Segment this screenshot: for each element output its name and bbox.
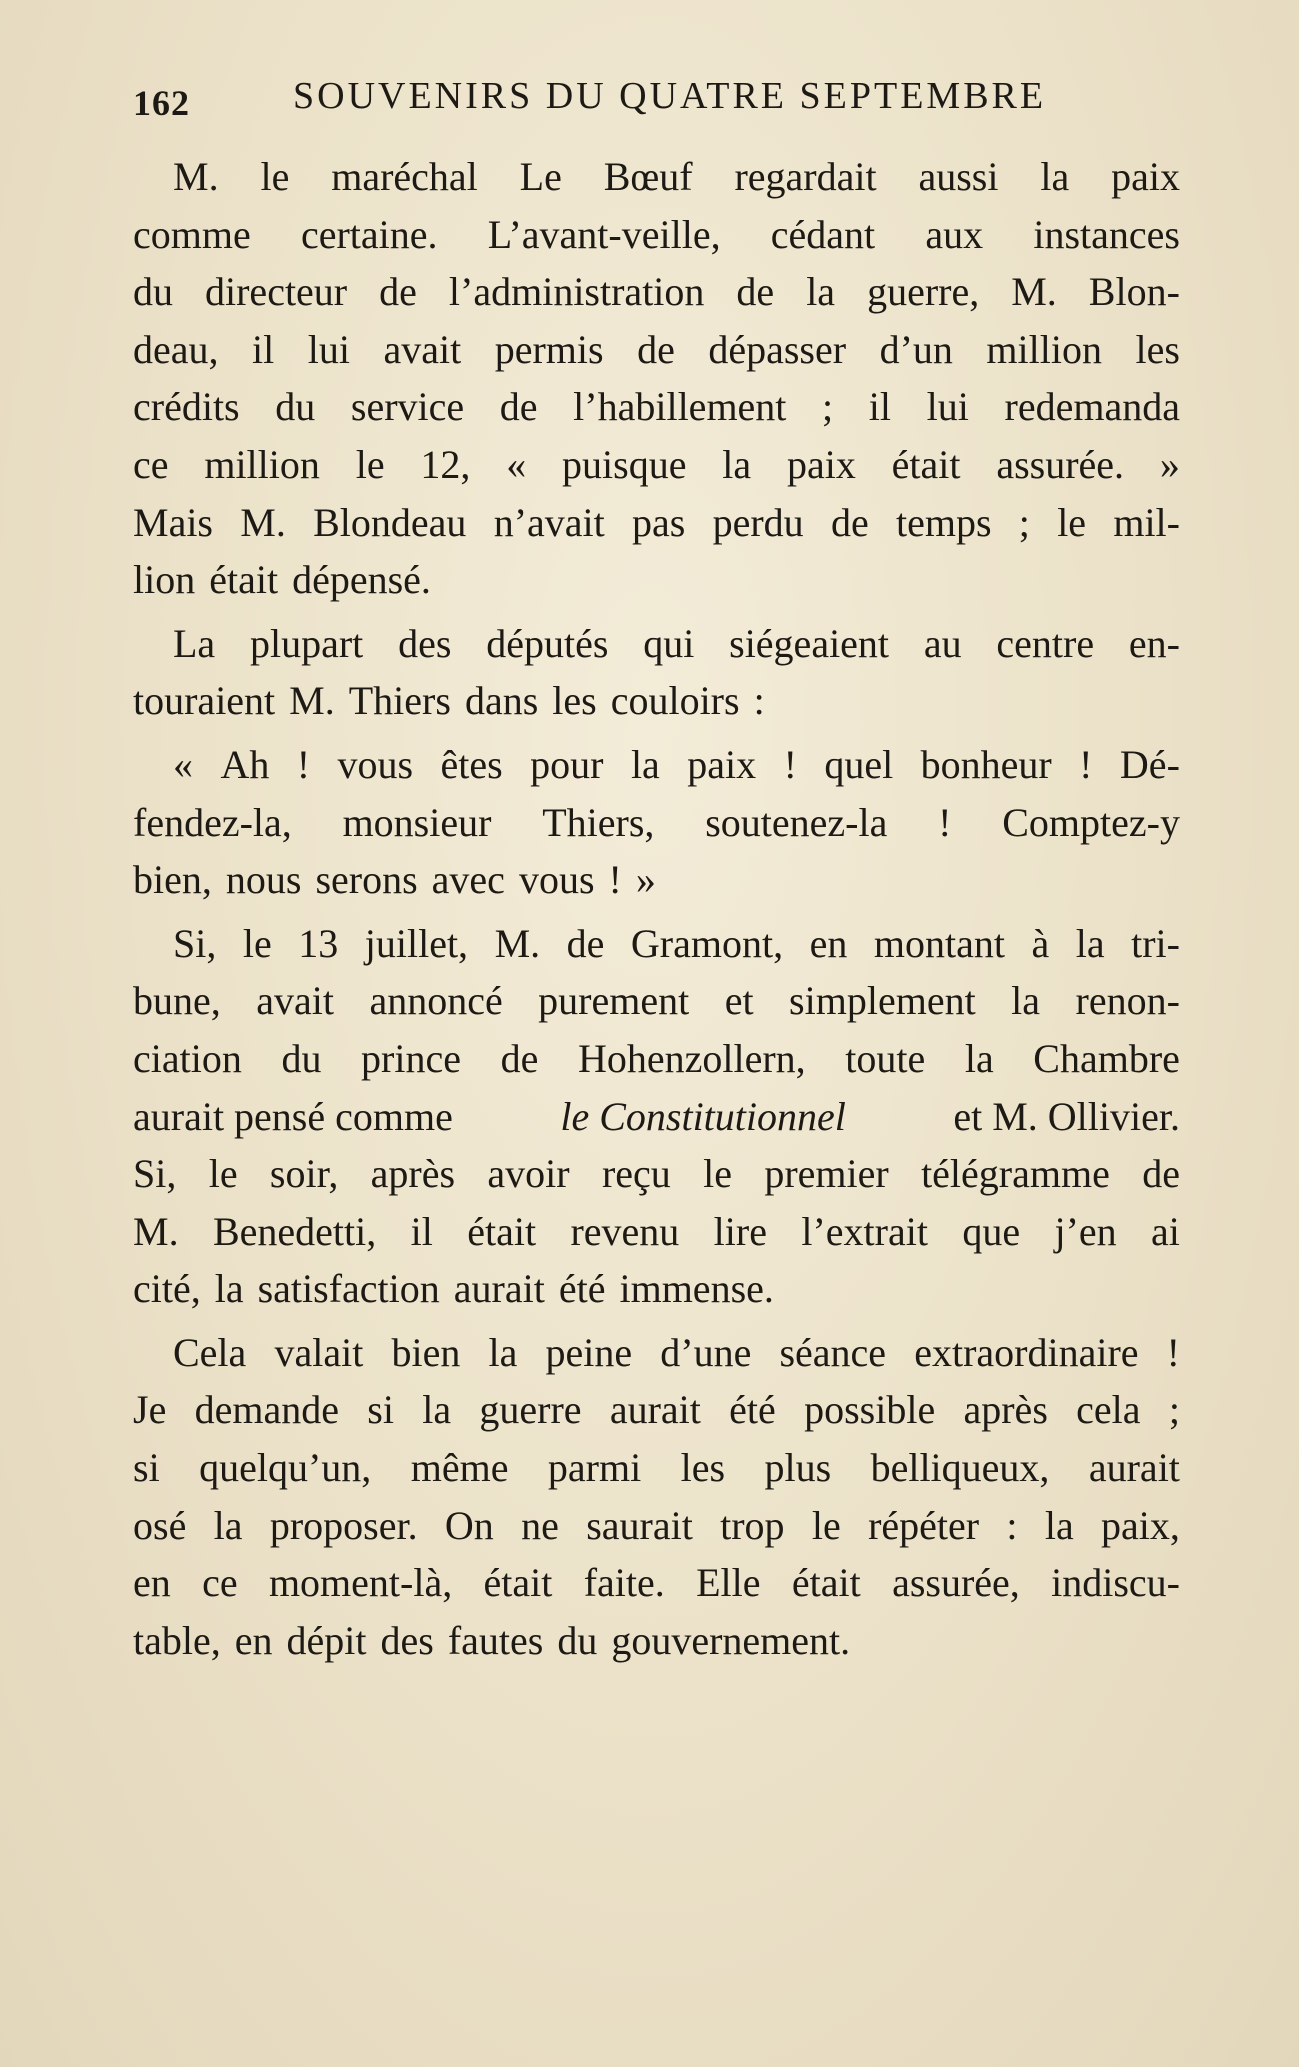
word: la	[964, 1035, 994, 1081]
word: centre	[996, 620, 1095, 666]
word: l’habillement	[573, 384, 787, 430]
word: la	[213, 1502, 243, 1548]
word: Cela	[173, 1329, 247, 1375]
running-title: SOUVENIRS DU QUATRE SEPTEMBRE	[293, 75, 1047, 117]
word: était	[791, 1560, 861, 1606]
text-line	[133, 263, 1180, 321]
word: ;	[1168, 1387, 1180, 1433]
word: de	[500, 1035, 539, 1081]
word: M.	[289, 678, 335, 724]
word: assurée,	[892, 1560, 1020, 1606]
word: Bœuf	[603, 154, 693, 199]
word: du	[281, 1035, 322, 1081]
word: aurait	[609, 1387, 701, 1433]
word: Comptez-y	[1002, 799, 1180, 845]
word: directeur	[205, 269, 348, 315]
word: lion	[133, 557, 196, 603]
word: regardait	[734, 154, 877, 199]
text-line	[133, 736, 1180, 794]
word: extraordinaire	[914, 1329, 1139, 1375]
word: plupart	[249, 620, 364, 666]
text-line	[133, 1203, 1180, 1261]
word: 12,	[420, 441, 471, 487]
word: touraient	[133, 678, 276, 724]
word: du	[275, 384, 316, 430]
word: perdu	[712, 499, 804, 545]
word: possible	[804, 1387, 936, 1433]
word: satisfaction	[257, 1266, 440, 1312]
word: ai	[1151, 1208, 1180, 1254]
word: »	[635, 857, 656, 903]
word: renon-	[1075, 978, 1180, 1024]
word: était	[483, 1560, 553, 1606]
word: été	[558, 1266, 606, 1312]
word: nous	[225, 857, 302, 903]
word: peine	[545, 1329, 633, 1375]
body-text	[133, 148, 1180, 1669]
word: après	[963, 1387, 1048, 1433]
word: premier	[764, 1151, 889, 1197]
word: à	[1031, 920, 1050, 966]
word: que	[962, 1208, 1021, 1254]
word: le	[260, 154, 290, 199]
word: demande	[194, 1387, 339, 1433]
text-segment: et M. Ollivier.	[953, 1093, 1180, 1139]
word: lire	[713, 1208, 767, 1254]
word: ;	[1018, 499, 1030, 545]
word: !	[783, 741, 797, 787]
word: Blondeau	[313, 499, 467, 545]
word: la	[1044, 1502, 1074, 1548]
word: revenu	[570, 1208, 680, 1254]
word: plus	[764, 1445, 832, 1491]
word: en-	[1128, 620, 1180, 666]
word: avait	[383, 326, 462, 372]
word: trop	[720, 1502, 785, 1548]
word: ;	[822, 384, 834, 430]
word: le	[355, 441, 385, 487]
word: la	[488, 1329, 518, 1375]
word: !	[1166, 1329, 1180, 1375]
word: saurait	[586, 1502, 693, 1548]
text-line	[133, 436, 1180, 494]
word: !	[1079, 741, 1093, 787]
word: après	[370, 1151, 456, 1197]
word: aurait	[1088, 1445, 1180, 1491]
word: la	[1075, 920, 1105, 966]
word: dépasser	[708, 326, 847, 372]
text-line	[133, 1324, 1180, 1382]
word: siégeaient	[729, 620, 890, 666]
word: en	[809, 920, 848, 966]
word: quelqu’un,	[199, 1445, 372, 1491]
word: M.	[240, 499, 286, 545]
word: bune,	[133, 978, 221, 1024]
word: de	[830, 499, 869, 545]
word: les	[552, 678, 597, 724]
word: si	[367, 1387, 394, 1433]
word: table,	[133, 1617, 221, 1663]
word: même	[410, 1445, 509, 1491]
word: il	[868, 384, 892, 430]
word: !	[608, 857, 622, 903]
word: il	[252, 326, 275, 372]
word: !	[938, 799, 952, 845]
word: L’avant-veille,	[487, 211, 721, 257]
word: cité,	[133, 1266, 201, 1312]
word: le	[703, 1151, 732, 1197]
text-line	[133, 972, 1180, 1030]
word: serons	[315, 857, 418, 903]
word: la	[806, 269, 836, 315]
word: La	[173, 620, 216, 666]
text-line	[133, 615, 1180, 673]
word: valait	[274, 1329, 364, 1375]
word: Je	[133, 1387, 167, 1433]
word: et	[724, 978, 754, 1024]
word: prince	[361, 1035, 461, 1081]
word: »	[1159, 441, 1180, 487]
word: M.	[1011, 269, 1057, 315]
word: avoir	[487, 1151, 570, 1197]
word: cela	[1076, 1387, 1141, 1433]
word: vous	[518, 857, 595, 903]
word: dépit	[286, 1617, 367, 1663]
word: j’en	[1054, 1208, 1117, 1254]
word: aux	[925, 211, 984, 257]
word: dépensé.	[292, 557, 431, 603]
word: «	[506, 441, 527, 487]
word: Dé-	[1119, 741, 1180, 787]
text-line	[133, 1497, 1180, 1555]
word: guerre,	[867, 269, 980, 315]
word: la	[422, 1387, 452, 1433]
word: de	[1142, 1151, 1180, 1197]
word: temps	[895, 499, 992, 545]
word: immense.	[619, 1266, 774, 1312]
text-line	[133, 148, 1180, 206]
word: des	[380, 1617, 434, 1663]
word: était	[209, 557, 279, 603]
word: Le	[519, 154, 562, 199]
word: crédits	[133, 384, 240, 430]
word: il	[410, 1208, 433, 1254]
word: de	[499, 384, 538, 430]
word: l’extrait	[801, 1208, 928, 1254]
word: !	[296, 741, 311, 787]
word: Si,	[173, 920, 217, 966]
word: :	[753, 678, 765, 724]
word: bonheur	[920, 741, 1052, 787]
word: de	[736, 269, 775, 315]
word: Elle	[696, 1560, 761, 1606]
word: belliqueux,	[870, 1445, 1050, 1491]
word: cédant	[770, 211, 876, 257]
word: le	[811, 1502, 841, 1548]
word: paix,	[1101, 1502, 1180, 1548]
word: million	[204, 441, 320, 487]
word: dans	[464, 678, 539, 724]
text-line	[133, 915, 1180, 973]
word: aurait	[453, 1266, 545, 1312]
word: les	[1135, 326, 1180, 372]
word: Blon-	[1088, 269, 1180, 315]
word: de	[637, 326, 675, 372]
word: si	[133, 1445, 160, 1491]
word: députés	[486, 620, 609, 666]
word: Mais	[133, 499, 213, 545]
word: couloirs	[610, 678, 740, 724]
word: 13	[298, 920, 339, 966]
word: soutenez-la	[705, 799, 888, 845]
word: était	[891, 441, 961, 487]
word: simplement	[789, 978, 976, 1024]
word: certaine.	[300, 211, 438, 257]
text-line	[133, 1439, 1180, 1497]
word: annoncé	[369, 978, 503, 1024]
word: la	[1011, 978, 1041, 1024]
word: ciation	[133, 1035, 242, 1081]
text-line	[133, 1381, 1180, 1439]
word: gouvernement.	[611, 1617, 851, 1663]
word: la	[214, 1266, 244, 1312]
word: ne	[521, 1502, 559, 1548]
word: la	[722, 441, 752, 487]
word: télégramme	[921, 1151, 1110, 1197]
word: le	[1057, 499, 1087, 545]
word: pour	[530, 741, 604, 787]
word: au	[923, 620, 962, 666]
word: qui	[643, 620, 695, 666]
word: paix	[687, 741, 757, 787]
word: de	[379, 269, 417, 315]
word: répéter	[868, 1502, 980, 1548]
word: en	[234, 1617, 273, 1663]
word: les	[680, 1445, 726, 1491]
word: permis	[494, 326, 604, 372]
word: Benedetti,	[212, 1208, 377, 1254]
word: osé	[133, 1502, 187, 1548]
word: lui	[307, 326, 350, 372]
word: proposer.	[269, 1502, 418, 1548]
word: monsieur	[342, 799, 492, 845]
word: Thiers	[348, 678, 451, 724]
word: maréchal	[331, 154, 478, 199]
word: lui	[926, 384, 969, 430]
word: été	[729, 1387, 776, 1433]
word: soir,	[269, 1151, 339, 1197]
word: Hohenzollern,	[577, 1035, 806, 1081]
word: vous	[337, 741, 414, 787]
text-line	[133, 378, 1180, 436]
word: paix	[786, 441, 856, 487]
word: d’une	[660, 1329, 752, 1375]
word: service	[350, 384, 465, 430]
word: bien	[391, 1329, 461, 1375]
word: reçu	[601, 1151, 671, 1197]
word: aussi	[918, 154, 999, 199]
word: paix	[1111, 154, 1180, 199]
text-line	[133, 494, 1180, 552]
text-line	[133, 1030, 1180, 1088]
word: pas	[632, 499, 686, 545]
word: faite.	[583, 1560, 665, 1606]
word: le	[242, 920, 272, 966]
word: était	[467, 1208, 537, 1254]
word: bien,	[133, 857, 212, 903]
word: redemanda	[1004, 384, 1180, 430]
word: quel	[824, 741, 894, 787]
text-line	[133, 1554, 1180, 1612]
word: séance	[779, 1329, 887, 1375]
word: Thiers,	[542, 799, 655, 845]
text-line	[133, 551, 1180, 609]
word: avec	[431, 857, 505, 903]
text-line	[133, 1145, 1180, 1203]
word: puisque	[562, 441, 687, 487]
word: :	[1006, 1502, 1018, 1548]
word: Ah	[220, 741, 270, 787]
word: ce	[133, 441, 169, 487]
word: comme	[133, 211, 251, 257]
word: moment-là,	[268, 1560, 453, 1606]
word: On	[444, 1502, 494, 1548]
word: assurée.	[996, 441, 1125, 487]
word: le	[208, 1151, 238, 1197]
word: indiscu-	[1051, 1560, 1180, 1606]
text-line	[133, 321, 1180, 379]
text-line	[133, 672, 1180, 730]
word: n’avait	[493, 499, 605, 545]
word: «	[173, 741, 193, 787]
word: montant	[873, 920, 1005, 966]
word: M.	[133, 1208, 179, 1254]
word: guerre	[479, 1387, 582, 1433]
word: l’administration	[448, 269, 705, 315]
word: fautes	[447, 1617, 544, 1663]
word: deau,	[133, 326, 219, 372]
text-line	[133, 794, 1180, 852]
text-line	[133, 1612, 1180, 1670]
word: mil-	[1113, 499, 1180, 545]
word: parmi	[547, 1445, 642, 1491]
word: avait	[256, 978, 334, 1024]
text-line	[133, 1260, 1180, 1318]
text-line-with-title	[133, 1088, 1180, 1146]
word: tri-	[1131, 920, 1180, 966]
word: d’un	[879, 326, 953, 372]
word: êtes	[440, 741, 503, 787]
page-number: 162	[133, 83, 190, 123]
word: juillet,	[364, 920, 469, 966]
newspaper-title: le Constitutionnel	[560, 1093, 846, 1139]
word: du	[133, 269, 173, 315]
text-line	[133, 851, 1180, 909]
word: instances	[1033, 211, 1180, 257]
word: du	[557, 1617, 598, 1663]
word: de	[566, 920, 605, 966]
word: fendez-la,	[133, 799, 292, 845]
word: en	[133, 1560, 171, 1606]
word: M.	[494, 920, 541, 966]
text-line	[133, 206, 1180, 264]
text-segment: aurait pensé comme	[133, 1093, 453, 1139]
word: la	[630, 741, 660, 787]
word: des	[398, 620, 452, 666]
word: Si,	[133, 1151, 177, 1197]
word: la	[1040, 154, 1070, 199]
running-head	[133, 74, 1047, 134]
word: million	[986, 326, 1102, 372]
word: Gramont,	[630, 920, 784, 966]
word: ce	[202, 1560, 238, 1606]
word: Chambre	[1033, 1035, 1180, 1081]
word: toute	[845, 1035, 926, 1081]
word: purement	[538, 978, 690, 1024]
word: M.	[173, 154, 219, 199]
